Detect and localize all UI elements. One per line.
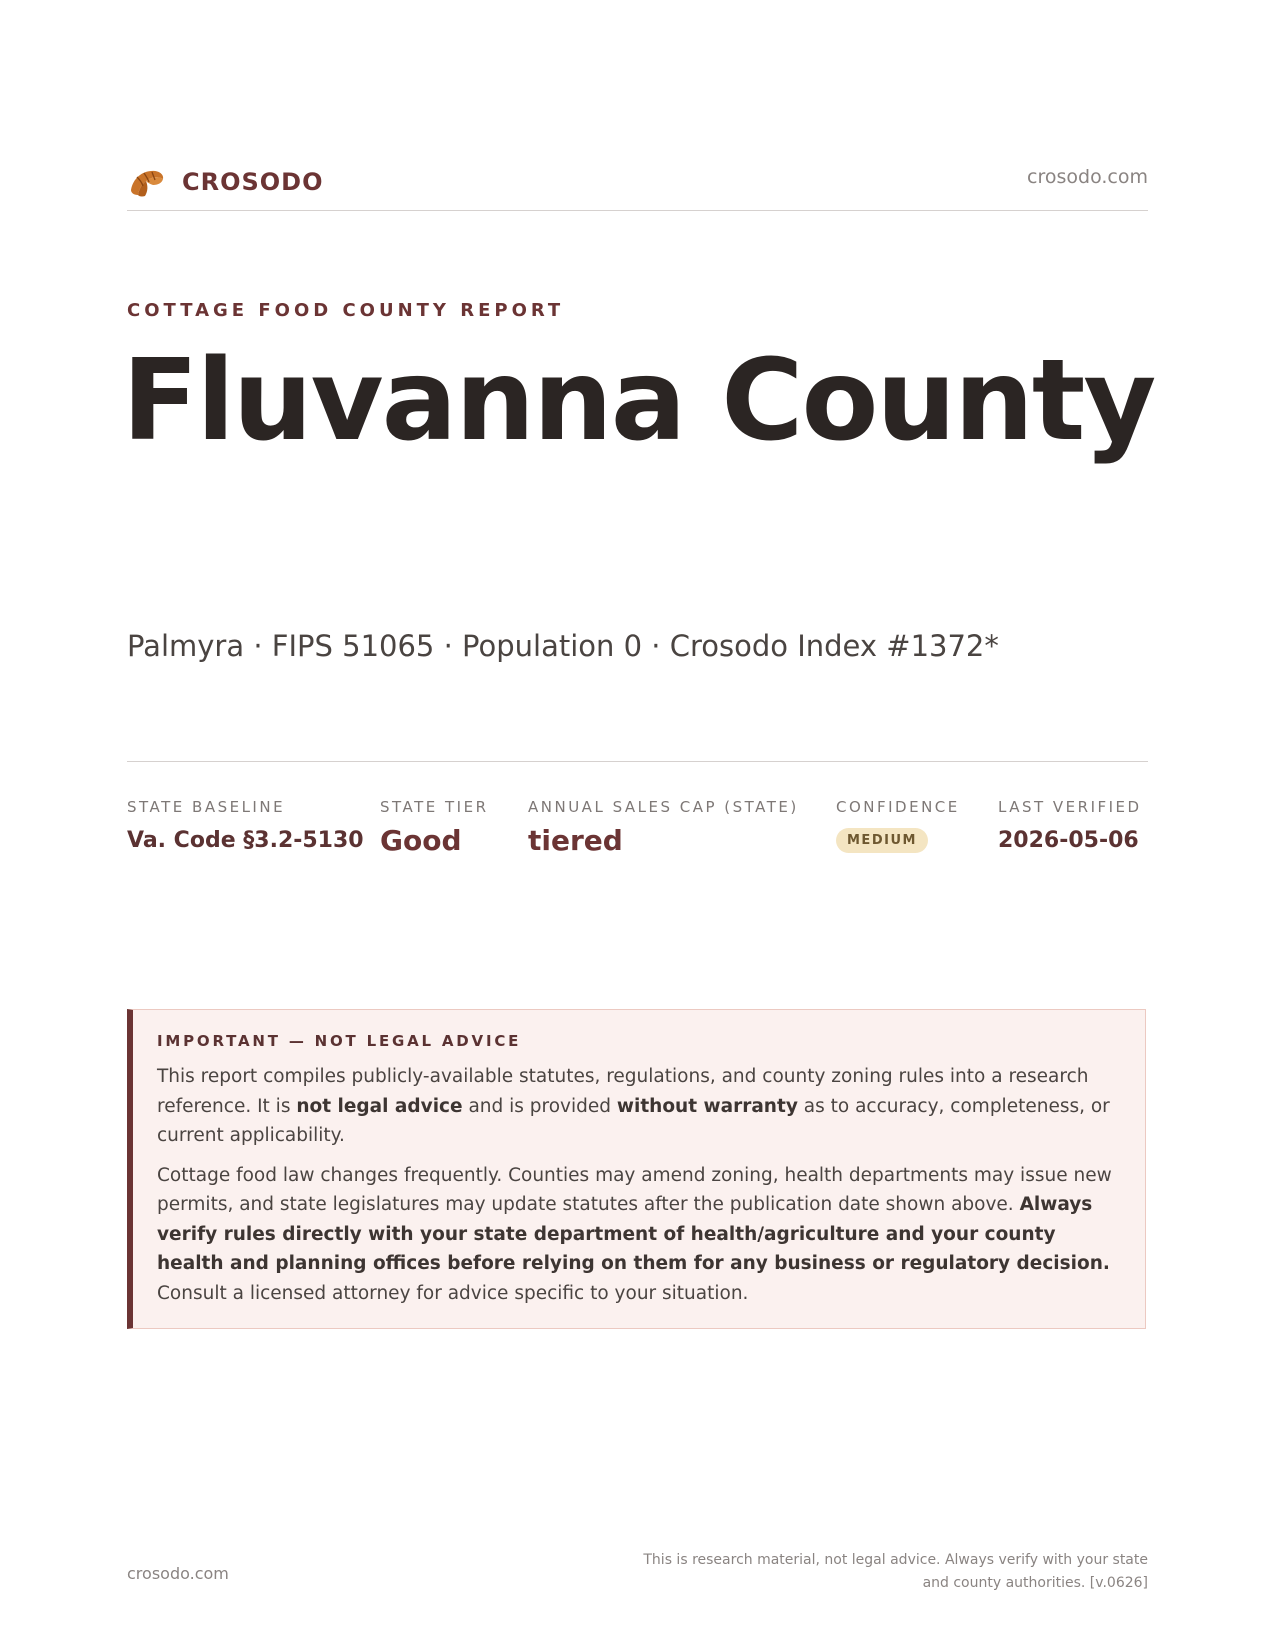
notice-text: as to accuracy, completeness, or current applicability. bbox=[157, 1095, 1110, 1146]
stat-confidence bbox=[836, 798, 960, 853]
stat-value: 2026-05-06 bbox=[998, 828, 1139, 853]
notice-text: Cottage food law changes frequently. Counties may amend zoning, health departments may issue new permits, and state legislatures may update statutes after the publication date shown above. bbox=[157, 1164, 1112, 1215]
footer-site-url[interactable]: crosodo.com bbox=[127, 1564, 229, 1583]
page-title: Fluvanna County bbox=[122, 336, 1155, 466]
footer-disclaimer-line: and county authorities. [v.0626] bbox=[922, 1575, 1148, 1591]
notice-text: Consult a licensed attorney for advice specific to your situation. bbox=[157, 1282, 749, 1304]
report-eyebrow: COTTAGE FOOD COUNTY REPORT bbox=[127, 300, 565, 321]
stat-label: CONFIDENCE bbox=[836, 798, 960, 816]
confidence-badge: MEDIUM bbox=[836, 828, 928, 853]
footer-disclaimer-line: This is research material, not legal advice. Always verify with your state bbox=[643, 1552, 1148, 1568]
notice-emphasis: not legal advice bbox=[296, 1095, 463, 1117]
stat-sales-cap bbox=[528, 798, 799, 857]
notice-text: This report compiles publicly-available statutes, regulations, and county zoning rules into a research reference. It is bbox=[157, 1066, 1089, 1117]
stat-label: LAST VERIFIED bbox=[998, 798, 1142, 816]
site-url[interactable]: crosodo.com bbox=[1027, 166, 1148, 188]
stat-last-verified bbox=[998, 798, 1142, 853]
notice-paragraph bbox=[157, 1161, 1119, 1309]
legal-notice bbox=[127, 1009, 1146, 1329]
notice-emphasis: Always verify rules directly with your state department of health/agriculture and your county health and planning offices before relying on them for any business or regulatory decision. bbox=[157, 1194, 1110, 1274]
stats-row bbox=[127, 761, 1148, 872]
stat-label: STATE TIER bbox=[380, 798, 489, 816]
stat-label: ANNUAL SALES CAP (STATE) bbox=[528, 798, 799, 816]
stat-value: Va. Code §3.2-5130 bbox=[127, 828, 364, 853]
stat-state-baseline bbox=[127, 798, 364, 853]
stat-value: Good bbox=[380, 824, 462, 857]
brand[interactable] bbox=[127, 162, 324, 202]
notice-heading: IMPORTANT — NOT LEGAL ADVICE bbox=[157, 1032, 522, 1050]
croissant-icon bbox=[127, 162, 167, 202]
stat-state-tier bbox=[380, 798, 489, 857]
notice-emphasis: without warranty bbox=[616, 1095, 798, 1117]
brand-name: CROSODO bbox=[182, 168, 324, 196]
footer-disclaimer bbox=[608, 1549, 1148, 1595]
page-header bbox=[127, 152, 1148, 211]
notice-text: and is provided bbox=[462, 1095, 617, 1117]
stat-value: tiered bbox=[528, 824, 623, 857]
county-subline: Palmyra · FIPS 51065 · Population 0 · Crosodo Index #1372* bbox=[127, 629, 999, 663]
stat-label: STATE BASELINE bbox=[127, 798, 286, 816]
notice-paragraph bbox=[157, 1062, 1119, 1151]
